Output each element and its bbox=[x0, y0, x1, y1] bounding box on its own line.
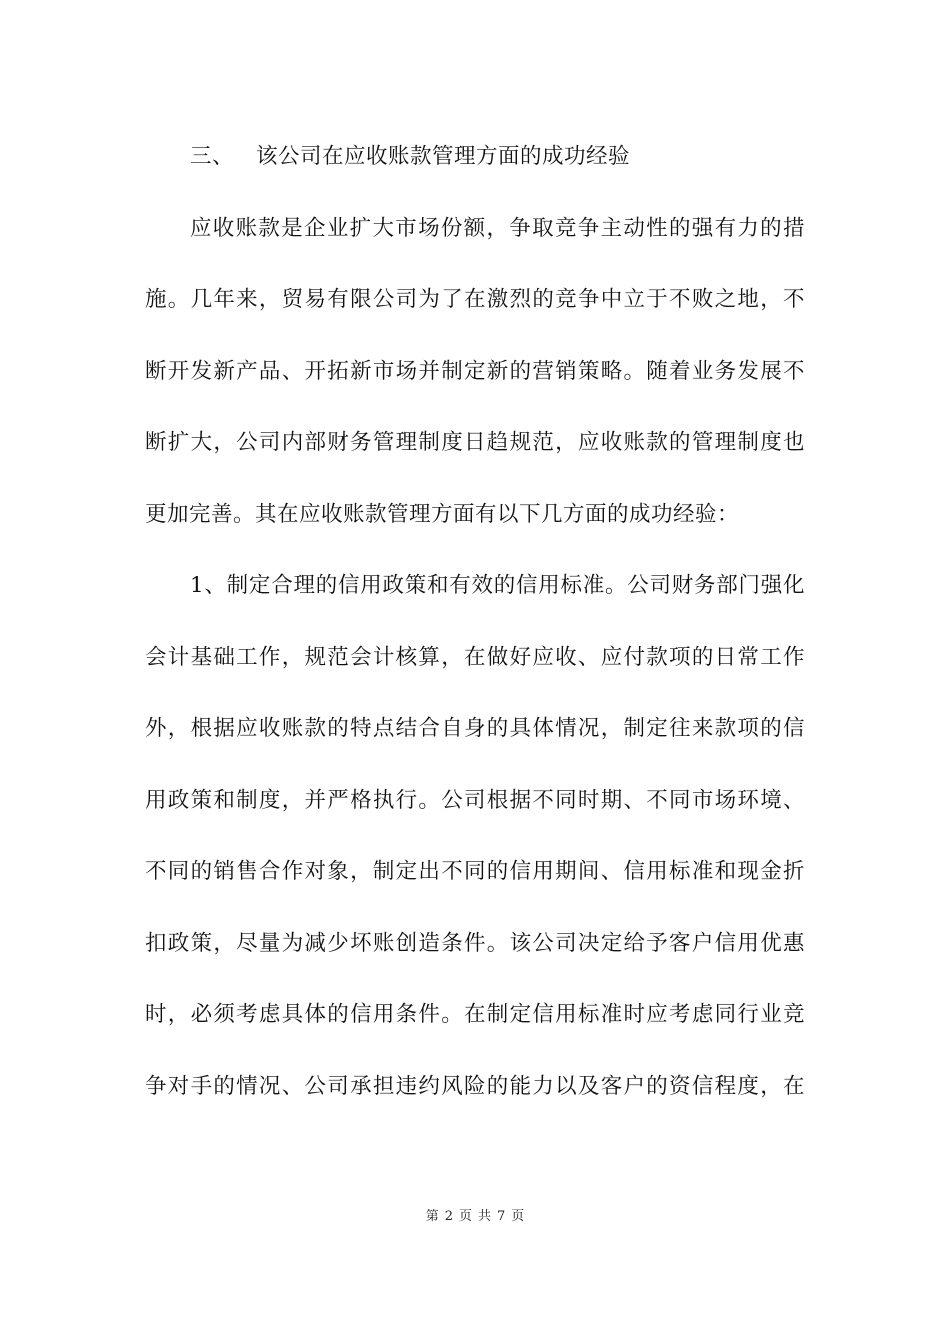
paragraph-line: 争对手的情况、公司承担违约风险的能力以及客户的资信程度，在 bbox=[145, 1074, 805, 1099]
paragraph-line: 会计基础工作，规范会计核算，在做好应收、应付款项的日常工作 bbox=[145, 645, 805, 670]
paragraph-line: 外，根据应收账款的特点结合自身的具体情况，制定往来款项的信 bbox=[145, 716, 805, 741]
paragraph-line: 断扩大，公司内部财务管理制度日趋规范，应收账款的管理制度也 bbox=[145, 430, 805, 455]
paragraph-line: 时，必须考虑具体的信用条件。在制定信用标准时应考虑同行业竞 bbox=[145, 1002, 805, 1027]
paragraph-line: 扣政策，尽量为减少坏账创造条件。该公司决定给予客户信用优惠 bbox=[145, 931, 805, 956]
footer-di: 第 bbox=[425, 1209, 439, 1224]
section-number: 三、 bbox=[190, 144, 235, 169]
section-title: 该公司在应收账款管理方面的成功经验 bbox=[256, 144, 631, 169]
current-page-number: 2 bbox=[444, 1209, 453, 1224]
paragraph-line: 不同的销售合作对象，制定出不同的信用期间、信用标准和现金折 bbox=[145, 859, 805, 884]
footer-ye: 页 bbox=[458, 1209, 472, 1224]
paragraph-line: 应收账款是企业扩大市场份额，争取竞争主动性的强有力的措 bbox=[190, 216, 805, 241]
footer-ye: 页 bbox=[511, 1209, 525, 1224]
paragraph-line: 断开发新产品、开拓新市场并制定新的营销策略。随着业务发展不 bbox=[145, 359, 805, 384]
total-page-number: 7 bbox=[497, 1209, 506, 1224]
paragraph-line: 1、制定合理的信用政策和有效的信用标准。公司财务部门强化 bbox=[190, 573, 805, 598]
paragraph-line: 施。几年来，贸易有限公司为了在激烈的竞争中立于不败之地，不 bbox=[145, 287, 805, 312]
paragraph-line: 用政策和制度，并严格执行。公司根据不同时期、不同市场环境、 bbox=[145, 788, 805, 813]
footer-gong: 共 bbox=[478, 1209, 492, 1224]
section-heading bbox=[190, 139, 630, 175]
page-footer bbox=[0, 1207, 950, 1227]
paragraph-line: 更加完善。其在应收账款管理方面有以下几方面的成功经验： bbox=[145, 502, 740, 527]
